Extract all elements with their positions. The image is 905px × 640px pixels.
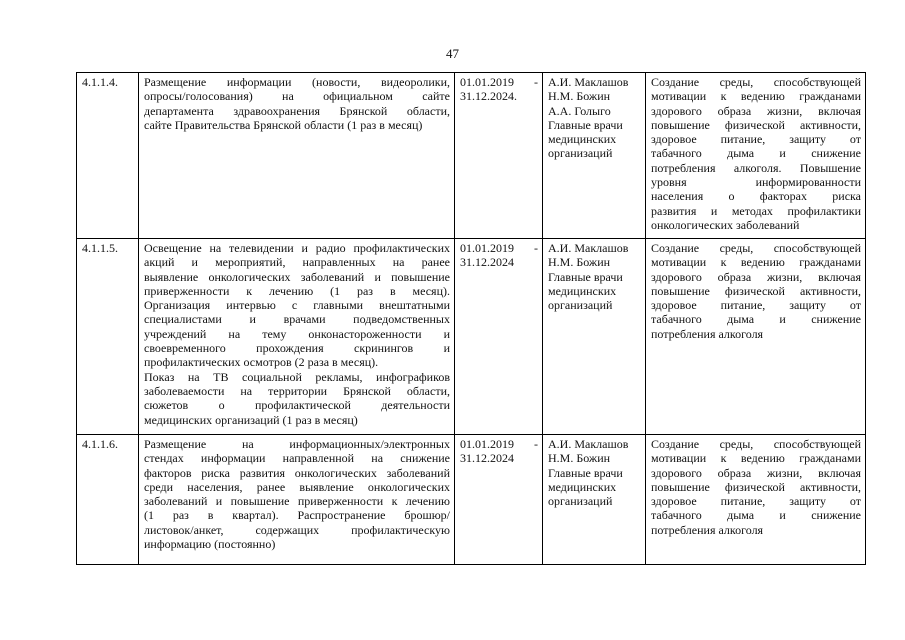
activity-description-cell — [139, 239, 455, 435]
description-line: медицинских организаций (1 раз в месяц) — [144, 412, 358, 427]
description-line: среди населения, ранее выявление онкологических — [144, 479, 450, 494]
result-line: здоровое питание, защиту от — [651, 298, 861, 313]
table-row — [77, 239, 866, 435]
result-line: повышение физической активности, — [651, 479, 861, 494]
activity-description-cell — [139, 435, 455, 565]
result-line: здоровое питание, защиту от — [651, 132, 861, 147]
result-line: уровня информированности — [651, 175, 861, 190]
result-line: здорового образа жизни, включая — [651, 103, 861, 118]
responsible-line: медицинских — [548, 132, 617, 147]
item-number: 4.1.1.5. — [82, 241, 118, 255]
responsible-line: Н.М. Божин — [548, 89, 611, 104]
result-line: населения о факторах риска — [651, 189, 861, 204]
description-line: стендах информации направленной на снижение — [144, 451, 450, 466]
period-line: 01.01.2019 - — [460, 437, 538, 451]
result-line: потребления алкоголя — [651, 326, 764, 341]
description-line: информацию (постоянно) — [144, 537, 276, 552]
result-line: табачного дыма и снижение — [651, 146, 861, 161]
period-line: 31.12.2024. — [460, 89, 517, 104]
result-line: Создание среды, способствующей — [651, 241, 861, 255]
description-line: акций и мероприятий, направленных на ранее — [144, 255, 450, 270]
description-line: Показ на ТВ социальной рекламы, инфографиков — [144, 369, 450, 384]
responsible-cell — [543, 73, 646, 239]
period-cell — [455, 239, 543, 435]
description-line: Освещение на телевидении и радио профилактических — [144, 241, 450, 255]
result-line: здорового образа жизни, включая — [651, 465, 861, 480]
result-line: табачного дыма и снижение — [651, 312, 861, 327]
responsible-line: организаций — [548, 146, 613, 161]
responsible-line: медицинских — [548, 283, 617, 298]
activity-description-cell — [139, 73, 455, 239]
description-line: сайте Правительства Брянской области (1 раз в месяц) — [144, 117, 423, 132]
result-line: табачного дыма и снижение — [651, 508, 861, 523]
description-line: профилактических осмотров (2 раза в месяц). — [144, 355, 379, 370]
plan-table-body — [77, 73, 866, 565]
expected-result-cell — [646, 73, 866, 239]
result-line: мотивации к ведению гражданами — [651, 255, 861, 270]
period-line: 31.12.2024 — [460, 255, 514, 270]
result-line: мотивации к ведению гражданами — [651, 451, 861, 466]
responsible-line: А.И. Маклашов — [548, 241, 629, 255]
result-line: мотивации к ведению гражданами — [651, 89, 861, 104]
period-line: 01.01.2019 - — [460, 241, 538, 255]
responsible-line: Главные врачи — [548, 269, 623, 284]
result-line: здоровое питание, защиту от — [651, 494, 861, 509]
responsible-line: Главные врачи — [548, 117, 623, 132]
responsible-line: организаций — [548, 298, 613, 313]
period-cell — [455, 435, 543, 565]
item-number-cell — [77, 73, 139, 239]
table-row — [77, 73, 866, 239]
result-line: потребления алкоголя. Повышение — [651, 160, 861, 175]
expected-result-cell — [646, 435, 866, 565]
responsible-cell — [543, 239, 646, 435]
responsible-cell — [543, 435, 646, 565]
description-line: департамента здравоохранения Брянской области, — [144, 103, 450, 118]
table-row — [77, 435, 866, 565]
description-line: заболеваний и повышение приверженности к лечению — [144, 494, 450, 509]
description-line: Размещение информации (новости, видеоролики, — [144, 75, 450, 89]
page-number: 47 — [446, 46, 459, 61]
result-line: повышение физической активности, — [651, 283, 861, 298]
responsible-line: медицинских — [548, 479, 617, 494]
item-number-cell — [77, 435, 139, 565]
responsible-line: А.И. Маклашов — [548, 75, 629, 89]
description-line: приверженности к лечению (1 раз в месяц). — [144, 283, 450, 298]
description-line: Размещение на информационных/электронных — [144, 437, 450, 451]
plan-table — [76, 72, 866, 565]
description-line: выявление онкологических заболеваний и повышение — [144, 269, 450, 284]
result-line: онкологических заболеваний — [651, 217, 800, 232]
description-line: своевременного прохождения скринингов и — [144, 341, 450, 356]
description-line: специалистами и врачами подведомственных — [144, 312, 450, 327]
description-line: опросы/голосования) на официальном сайте — [144, 89, 450, 104]
result-line: повышение физической активности, — [651, 117, 861, 132]
result-line: Создание среды, способствующей — [651, 437, 861, 451]
description-line: сюжетов о профилактической деятельности — [144, 398, 450, 413]
description-line: факторов риска развития онкологических заболеваний — [144, 465, 450, 480]
result-line: Создание среды, способствующей — [651, 75, 861, 89]
responsible-line: А.А. Голыго — [548, 103, 611, 118]
period-line: 31.12.2024 — [460, 451, 514, 466]
description-line: заболеваемости на территории Брянской области, — [144, 383, 450, 398]
description-line: Организация интервью с главными внештатными — [144, 298, 450, 313]
period-line: 01.01.2019 - — [460, 75, 538, 89]
result-line: потребления алкоголя — [651, 522, 764, 537]
result-line: развития и методах профилактики — [651, 203, 861, 218]
description-line: (1 раз в квартал). Распространение брошюр/ — [144, 508, 450, 523]
responsible-line: Н.М. Божин — [548, 451, 611, 466]
description-line: листовок/анкет, содержащих профилактическую — [144, 522, 450, 537]
responsible-line: организаций — [548, 494, 613, 509]
description-line: учреждений на тему онконастороженности и — [144, 326, 450, 341]
item-number: 4.1.1.6. — [82, 437, 118, 451]
item-number: 4.1.1.4. — [82, 75, 118, 89]
responsible-line: Главные врачи — [548, 465, 623, 480]
responsible-line: А.И. Маклашов — [548, 437, 629, 451]
item-number-cell — [77, 239, 139, 435]
responsible-line: Н.М. Божин — [548, 255, 611, 270]
result-line: здорового образа жизни, включая — [651, 269, 861, 284]
expected-result-cell — [646, 239, 866, 435]
period-cell — [455, 73, 543, 239]
